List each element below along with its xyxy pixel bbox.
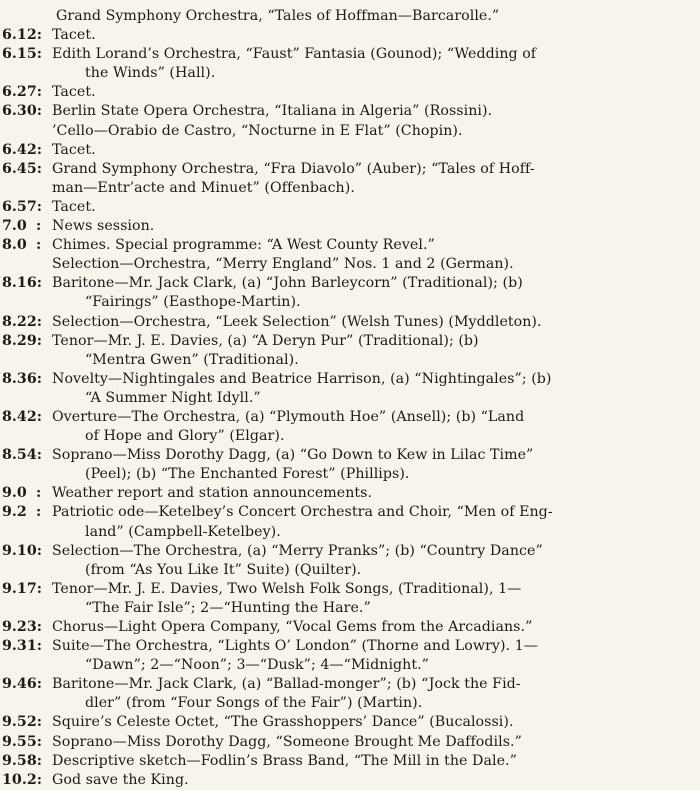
entry-line: Weather report and station announcements. (52, 485, 373, 502)
entry-description (52, 83, 664, 102)
programme-entry (0, 26, 700, 45)
entry-line: Tenor—Mr. J. E. Davies, Two Welsh Folk Songs, (Traditional), 1— (52, 580, 522, 597)
entry-line: Selection—Orchestra, “Merry England” Nos. 1 and 2 (German). (52, 256, 514, 273)
entry-description (52, 580, 664, 618)
entry-time: 9.52: (2, 714, 43, 731)
entry-time: 6.45: (2, 160, 43, 177)
entry-line: “Dawn”; 2—“Noon”; 3—“Dusk”; 4—“Midnight.” (85, 657, 429, 674)
entry-line: Squire’s Celeste Octet, “The Grasshoppers’ Dance” (Bucalossi). (52, 714, 514, 731)
entry-description (52, 618, 664, 637)
entry-line: “The Fair Isle”; 2—“Hunting the Hare.” (85, 599, 371, 616)
programme-entry (0, 313, 700, 332)
programme-entry (0, 160, 700, 198)
programme-entry (0, 752, 700, 771)
entry-description (52, 503, 664, 541)
entry-line: Baritone—Mr. Jack Clark, (a) “Ballad-monger”; (b) “Jock the Fid- (52, 676, 521, 693)
programme-entry (0, 542, 700, 580)
entry-description (52, 102, 664, 140)
entry-time: 8.16: (2, 275, 43, 292)
entry-time: 9.46: (2, 676, 43, 693)
entry-line: Descriptive sketch—Fodlin’s Brass Band, “The Mill in the Dale.” (52, 752, 517, 769)
programme-listing (0, 7, 700, 790)
programme-entry (0, 102, 700, 140)
entry-description (52, 370, 664, 408)
entry-line: News session. (52, 218, 155, 235)
entry-line: Chimes. Special programme: “A West County Revel.” (52, 237, 435, 254)
entry-line: Tacet. (52, 27, 96, 44)
entry-line: of Hope and Glory” (Elgar). (85, 428, 285, 445)
entry-time: 9.31: (2, 638, 43, 655)
entry-description (52, 542, 664, 580)
programme-entry (0, 771, 700, 790)
entry-time: 9.0 : (2, 485, 42, 502)
entry-time: 6.42: (2, 141, 43, 158)
entry-line: Tacet. (52, 198, 96, 215)
entry-description (52, 637, 664, 675)
entry-time: 10.2: (2, 771, 43, 788)
entry-line: Edith Lorand’s Orchestra, “Faust” Fantasia (Gounod); “Wedding of (52, 46, 537, 63)
entry-time: 6.15: (2, 46, 43, 63)
programme-entry (0, 83, 700, 102)
entry-description (52, 771, 664, 790)
programme-entry (0, 370, 700, 408)
programme-entry (0, 45, 700, 83)
entry-description (52, 274, 664, 312)
entry-time: 8.29: (2, 332, 43, 349)
entry-line: Grand Symphony Orchestra, “Fra Diavolo” (Auber); “Tales of Hoff- (52, 160, 535, 177)
entry-line: Tacet. (52, 84, 96, 101)
entry-line: Soprano—Miss Dorothy Dagg, “Someone Brought Me Daffodils.” (52, 733, 522, 750)
entry-description (52, 713, 664, 732)
entry-line: Selection—Orchestra, “Leek Selection” (Welsh Tunes) (Myddleton). (52, 313, 542, 330)
entry-time: 9.58: (2, 752, 43, 769)
entry-line: “Mentra Gwen” (Traditional). (85, 351, 299, 368)
entry-description (52, 26, 664, 45)
programme-entry (0, 198, 700, 217)
programme-entry (0, 217, 700, 236)
entry-line: land” (Campbell-Ketelbey). (85, 523, 281, 540)
entry-line: Soprano—Miss Dorothy Dagg, (a) “Go Down to Kew in Lilac Time” (52, 447, 534, 464)
entry-description (56, 7, 668, 26)
entry-line: Patriotic ode—Ketelbey’s Concert Orchestra and Choir, “Men of Eng- (52, 504, 553, 521)
entry-line: dler” (from “Four Songs of the Fair”) (Martin). (85, 695, 423, 712)
entry-description (52, 198, 664, 217)
programme-entry (0, 141, 700, 160)
entry-line: the Winds” (Hall). (85, 65, 216, 82)
programme-entry (0, 484, 700, 503)
programme-entry (0, 236, 700, 274)
entry-line: God save the King. (52, 771, 189, 788)
entry-description (52, 45, 664, 83)
programme-entry (0, 503, 700, 541)
entry-line: Baritone—Mr. Jack Clark, (a) “John Barleycorn” (Traditional); (b) (52, 275, 523, 292)
entry-line: Grand Symphony Orchestra, “Tales of Hoffman—Barcarolle.” (56, 8, 500, 24)
entry-description (52, 217, 664, 236)
entry-line: Tenor—Mr. J. E. Davies, (a) “A Deryn Pur” (Traditional); (b) (52, 332, 479, 349)
entry-line: Chorus—Light Opera Company, “Vocal Gems from the Arcadians.” (52, 619, 533, 635)
programme-entry (0, 618, 700, 637)
programme-entry (0, 332, 700, 370)
entry-line: Berlin State Opera Orchestra, “Italiana in Algeria” (Rossini). (52, 103, 493, 120)
entry-line: ’Cello—Orabio de Castro, “Nocturne in E Flat” (Chopin). (52, 122, 463, 139)
entry-description (52, 141, 664, 160)
programme-entry (0, 713, 700, 732)
entry-line: (Peel); (b) “The Enchanted Forest” (Phillips). (85, 466, 410, 483)
entry-line: Tacet. (52, 141, 96, 158)
entry-time: 9.10: (2, 542, 43, 559)
entry-line: Overture—The Orchestra, (a) “Plymouth Hoe” (Ansell); (b) “Land (52, 408, 525, 425)
entry-time: 6.27: (2, 84, 43, 101)
entry-time: 8.54: (2, 447, 43, 464)
entry-time: 7.0 : (2, 218, 42, 235)
entry-description (52, 675, 664, 713)
entry-time: 6.12: (2, 27, 43, 44)
entry-line: Suite—The Orchestra, “Lights O’ London” (Thorne and Lowry). 1— (52, 638, 538, 655)
entry-time: 8.36: (2, 370, 43, 387)
entry-time: 6.30: (2, 103, 43, 120)
entry-description (52, 236, 664, 274)
programme-entry (0, 637, 700, 675)
programme-entry (0, 274, 700, 312)
entry-line: man—Entr’acte and Minuet” (Offenbach). (52, 179, 355, 196)
entry-description (52, 408, 664, 446)
entry-line: Novelty—Nightingales and Beatrice Harrison, (a) “Nightingales”; (b) (52, 370, 552, 387)
entry-time: 8.22: (2, 313, 43, 330)
entry-line: “Fairings” (Easthope-Martin). (85, 294, 301, 311)
programme-entry (0, 408, 700, 446)
programme-entry (0, 446, 700, 484)
entry-time (0, 7, 56, 26)
entry-description (52, 332, 664, 370)
programme-entry (0, 733, 700, 752)
programme-entry (0, 7, 700, 26)
entry-line: Selection—The Orchestra, (a) “Merry Pranks”; (b) “Country Dance” (52, 542, 543, 559)
entry-time: 9.2 : (2, 504, 42, 521)
entry-time: 8.0 : (2, 237, 42, 254)
entry-line: “A Summer Night Idyll.” (85, 389, 261, 406)
entry-time: 9.55: (2, 733, 43, 750)
entry-description (52, 733, 664, 752)
entry-time: 8.42: (2, 408, 43, 425)
entry-description (52, 752, 664, 771)
entry-description (52, 446, 664, 484)
entry-time: 9.17: (2, 580, 43, 597)
entry-description (52, 313, 664, 332)
entry-line: (from “As You Like It” Suite) (Quilter). (85, 561, 362, 578)
programme-entry (0, 580, 700, 618)
entry-description (52, 160, 664, 198)
entry-time: 6.57: (2, 198, 43, 215)
entry-time: 9.23: (2, 619, 43, 635)
entry-description (52, 484, 664, 503)
programme-entry (0, 675, 700, 713)
